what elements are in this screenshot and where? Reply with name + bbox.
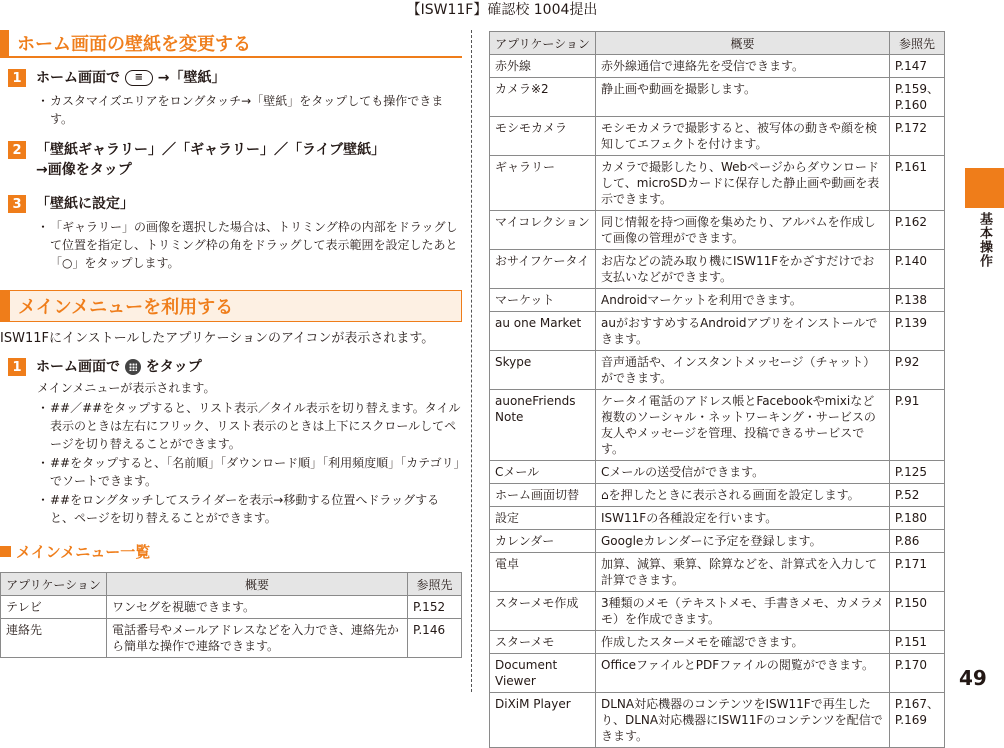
table-row (490, 312, 945, 351)
cell-summary: 電話番号やメールアドレスなどを入力でき、連絡先から簡単な操作で連絡できます。 (107, 619, 408, 658)
cell-app: スターメモ (490, 631, 596, 654)
step-description: メインメニューが表示されます。 (37, 381, 216, 395)
step-1-notes (37, 92, 462, 128)
intro-text: ISW11Fにインストールしたアプリケーションのアイコンが表示されます。 (0, 331, 435, 346)
note: ・ ##／##をタップすると、リスト表示／タイル表示を切り替えます。タイル表示のときは左右にフリック、リスト表示のときは上下にスクロールしてページを切り替えることができます。 (37, 399, 462, 453)
page-number: 49 (959, 666, 987, 690)
cell-ref: P.125 (889, 461, 944, 484)
step-number: 1 (8, 358, 26, 376)
table-row (1, 619, 462, 658)
note: ・ ##をタップすると、「名前順」「ダウンロード順」「利用頻度順」「カテゴリ」でソートできます。 (37, 454, 462, 490)
cell-ref: P.180 (889, 507, 944, 530)
cell-ref: P.140 (889, 250, 944, 289)
cell-app: DiXiM Player (490, 693, 596, 748)
cell-app: Skype (490, 351, 596, 390)
step-number: 2 (8, 141, 26, 159)
table-header-row (1, 573, 462, 596)
cell-summary: お店などの読み取り機にISW11Fをかざすだけでお支払いなどができます。 (596, 250, 890, 289)
table-row (490, 78, 945, 117)
cell-app: カレンダー (490, 530, 596, 553)
cell-app: au one Market (490, 312, 596, 351)
cell-summary: 音声通話や、インスタントメッセージ（チャット）ができます。 (596, 351, 890, 390)
cell-app: 設定 (490, 507, 596, 530)
cell-summary: ISW11Fの各種設定を行います。 (596, 507, 890, 530)
cell-ref: P.150 (889, 592, 944, 631)
col-header-app: アプリケーション (490, 32, 596, 55)
step-3 (0, 194, 462, 214)
chapter-label: 基本操作 (977, 212, 992, 268)
square-bullet-icon (0, 546, 11, 557)
cell-ref: P.139 (889, 312, 944, 351)
cell-summary: DLNA対応機器のコンテンツをISW11Fで再生したり、DLNA対応機器にISW11Fのコンテンツを配信できます。 (596, 693, 890, 748)
app-table-left (0, 572, 462, 658)
table-row (490, 250, 945, 289)
table-row (490, 461, 945, 484)
step-title: ホーム画面で をタップ (36, 359, 202, 375)
cell-ref: P.162 (889, 211, 944, 250)
cell-app: 連絡先 (1, 619, 107, 658)
table-row (490, 117, 945, 156)
cell-ref: P.86 (889, 530, 944, 553)
cell-app: 電卓 (490, 553, 596, 592)
cell-summary: カメラで撮影したり、Webページからダウンロードして、microSDカードに保存した静止画や動画を表示できます。 (596, 156, 890, 211)
col-header-summary: 概要 (596, 32, 890, 55)
menu-key-icon: ≡ (125, 70, 153, 86)
cell-app: Cメール (490, 461, 596, 484)
cell-summary: ⌂を押したときに表示される画面を設定します。 (596, 484, 890, 507)
table-row (490, 351, 945, 390)
cell-summary: 3種類のメモ（テキストメモ、手書きメモ、カメラメモ）を作成できます。 (596, 592, 890, 631)
col-header-summary: 概要 (107, 573, 408, 596)
column-divider (471, 30, 472, 692)
cell-ref: P.159、P.160 (889, 78, 944, 117)
cell-ref: P.161 (889, 156, 944, 211)
cell-ref: P.167、P.169 (889, 693, 944, 748)
step-title: ホーム画面で ≡ →「壁紙」 (36, 70, 226, 86)
cell-app: テレビ (1, 596, 107, 619)
cell-summary: ケータイ電話のアドレス帳とFacebookやmixiなど複数のソーシャル・ネットワーキング・サービスの友人やメッセージを管理、投稿できるサービスです。 (596, 390, 890, 461)
cell-app: カメラ※2 (490, 78, 596, 117)
heading-bar (1, 291, 10, 321)
app-grid-icon (125, 359, 141, 375)
table-row (490, 390, 945, 461)
cell-ref: P.147 (889, 55, 944, 78)
table-row (490, 693, 945, 748)
cell-ref: P.170 (889, 654, 944, 693)
table-row (490, 592, 945, 631)
cell-summary: 静止画や動画を撮影します。 (596, 78, 890, 117)
chapter-tab (965, 168, 1004, 208)
section-title: ホーム画面の壁紙を変更する (17, 34, 251, 55)
table-row (490, 507, 945, 530)
cell-summary: モシモカメラで撮影すると、被写体の動きや顔を検知してエフェクトを付けます。 (596, 117, 890, 156)
cell-summary: Cメールの送受信ができます。 (596, 461, 890, 484)
section-title: メインメニューを利用する (18, 297, 234, 318)
cell-app: 赤外線 (490, 55, 596, 78)
step-title: 「壁紙ギャラリー」／「ギャラリー」／「ライブ壁紙」 →画像をタップ (36, 142, 386, 178)
cell-summary: 赤外線通信で連絡先を受信できます。 (596, 55, 890, 78)
cell-summary: 作成したスターメモを確認できます。 (596, 631, 890, 654)
cell-ref: P.138 (889, 289, 944, 312)
cell-summary: 加算、減算、乗算、除算などを、計算式を入力して計算できます。 (596, 553, 890, 592)
step-number: 3 (8, 195, 26, 213)
cell-app: ギャラリー (490, 156, 596, 211)
cell-ref: P.151 (889, 631, 944, 654)
cell-ref: P.171 (889, 553, 944, 592)
table-row (490, 530, 945, 553)
step-number: 1 (8, 69, 26, 87)
table-row (490, 55, 945, 78)
cell-summary: 同じ情報を持つ画像を集めたり、アルバムを作成して画像の管理ができます。 (596, 211, 890, 250)
table-row (490, 156, 945, 211)
table-row (1, 596, 462, 619)
cell-summary: Androidマーケットを利用できます。 (596, 289, 890, 312)
cell-summary: Googleカレンダーに予定を登録します。 (596, 530, 890, 553)
section-heading-mainmenu (0, 290, 462, 322)
step-title: 「壁紙に設定」 (36, 196, 134, 212)
col-header-ref: 参照先 (408, 573, 462, 596)
document-header: 【ISW11F】確認校 1004提出 (406, 2, 598, 18)
table-row (490, 289, 945, 312)
cell-ref: P.172 (889, 117, 944, 156)
table-row (490, 654, 945, 693)
cell-app: マイコレクション (490, 211, 596, 250)
step-1 (0, 68, 462, 88)
cell-ref: P.92 (889, 351, 944, 390)
mainmenu-notes (37, 399, 462, 527)
mainmenu-step-1 (0, 357, 462, 377)
col-header-app: アプリケーション (1, 573, 107, 596)
cell-app: おサイフケータイ (490, 250, 596, 289)
cell-summary: auがおすすめするAndroidアプリをインストールできます。 (596, 312, 890, 351)
subsection-heading: メインメニュー一覧 (0, 541, 462, 562)
cell-summary: ワンセグを視聴できます。 (107, 596, 408, 619)
cell-app: スターメモ作成 (490, 592, 596, 631)
table-row (490, 484, 945, 507)
col-header-ref: 参照先 (889, 32, 944, 55)
cell-app: ホーム画面切替 (490, 484, 596, 507)
table-header-row (490, 32, 945, 55)
table-row (490, 553, 945, 592)
app-table-right (489, 31, 945, 748)
cell-summary: OfficeファイルとPDFファイルの閲覧ができます。 (596, 654, 890, 693)
left-column (0, 30, 462, 658)
cell-ref: P.146 (408, 619, 462, 658)
cell-ref: P.91 (889, 390, 944, 461)
section-heading-wallpaper (0, 30, 462, 58)
cell-app: マーケット (490, 289, 596, 312)
note: ・ 「ギャラリー」の画像を選択した場合は、トリミング枠の内部をドラッグして位置を指定し、トリミング枠の角をドラッグして表示範囲を設定したあと「○」をタップします。 (37, 218, 462, 272)
note: ・ ##をロングタッチしてスライダーを表示→移動する位置へドラッグすると、ページを切り替えることができます。 (37, 491, 462, 527)
table-row (490, 631, 945, 654)
table-row (490, 211, 945, 250)
cell-ref: P.52 (889, 484, 944, 507)
right-column (489, 31, 945, 748)
heading-bar (0, 30, 9, 56)
cell-app: モシモカメラ (490, 117, 596, 156)
cell-ref: P.152 (408, 596, 462, 619)
step-3-notes (37, 218, 462, 272)
note: ・ カスタマイズエリアをロングタッチ→「壁紙」をタップしても操作できます。 (37, 92, 462, 128)
cell-app: auoneFriends Note (490, 390, 596, 461)
cell-app: Document Viewer (490, 654, 596, 693)
step-2 (0, 140, 462, 180)
